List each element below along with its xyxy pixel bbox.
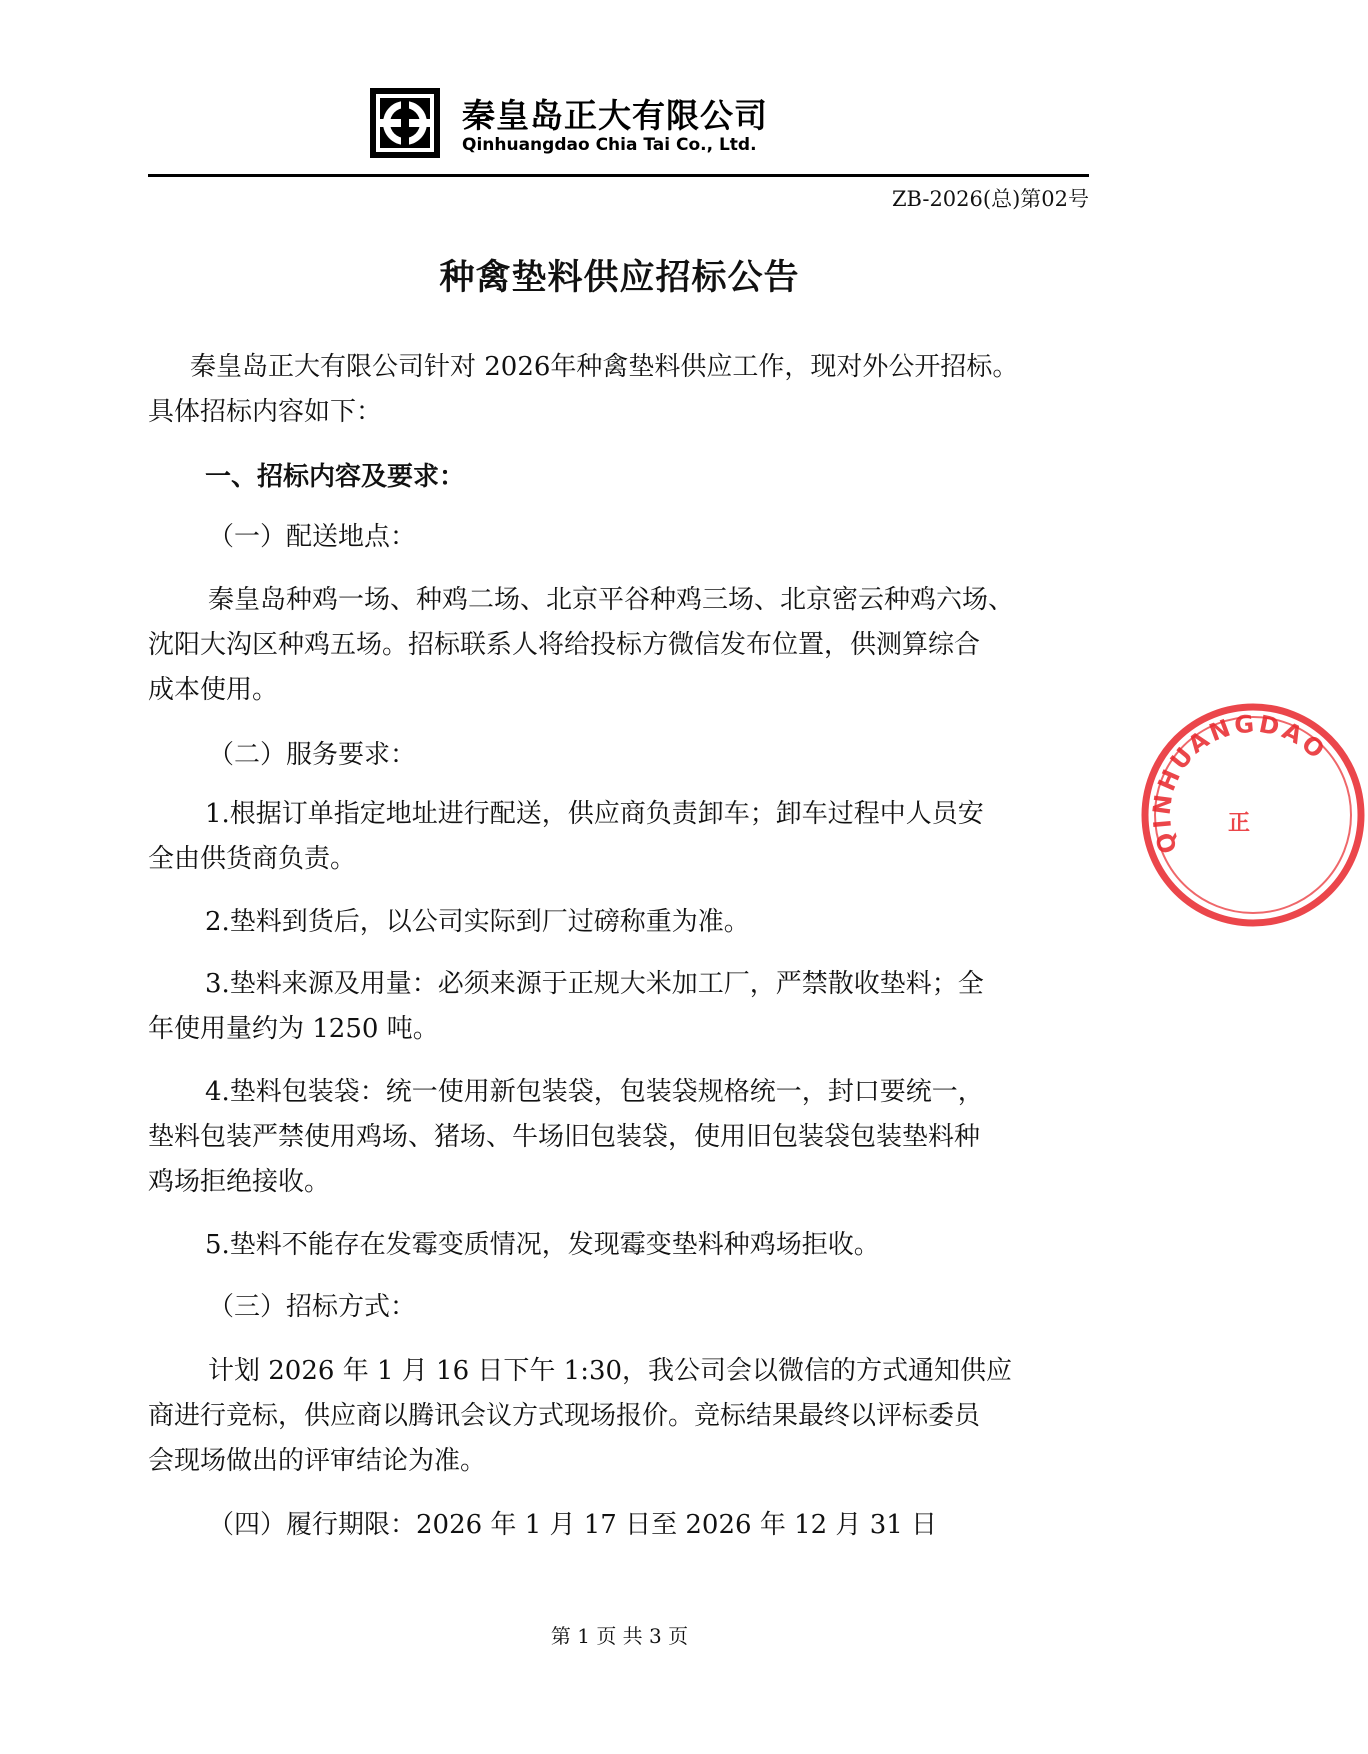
seal-text-cn: 正 [1228, 811, 1251, 836]
paragraph-line: 商进行竞标，供应商以腾讯会议方式现场报价。竞标结果最终以评标委员 [148, 1401, 981, 1431]
page-footer: 第 1 页 共 3 页 [550, 1624, 689, 1648]
subsection-heading-method: （三）招标方式： [208, 1292, 417, 1322]
service-item-3-line: 年使用量约为 1250 吨。 [148, 1014, 439, 1044]
service-item-4-line: 垫料包装严禁使用鸡场、猪场、牛场旧包装袋，使用旧包装袋包装垫料种 [148, 1122, 981, 1152]
service-item-2-line: 2.垫料到货后，以公司实际到厂过磅称重为准。 [205, 907, 750, 937]
service-item-4-line: 鸡场拒绝接收。 [148, 1167, 331, 1197]
company-name-cn: 秦皇岛正大有限公司 [462, 96, 768, 135]
document-title: 种禽垫料供应招标公告 [439, 258, 800, 298]
paragraph-line: 秦皇岛种鸡一场、种鸡二场、北京平谷种鸡三场、北京密云种鸡六场、 [208, 585, 1015, 615]
subsection-heading-delivery: （一）配送地点： [208, 522, 417, 552]
section-heading: 一、招标内容及要求： [205, 462, 466, 492]
service-item-5-line: 5.垫料不能存在发霉变质情况，发现霉变垫料种鸡场拒收。 [205, 1230, 880, 1260]
company-name-en: Qinhuangdao Chia Tai Co., Ltd. [462, 135, 757, 155]
paragraph-line: 计划 2026 年 1 月 16 日下午 1:30，我公司会以微信的方式通知供应 [208, 1356, 1013, 1386]
paragraph-line: 会现场做出的评审结论为准。 [148, 1446, 487, 1476]
seal-text-en: QINHUANGDAO [1147, 709, 1333, 857]
intro-line-1: 秦皇岛正大有限公司针对 2026年种禽垫料供应工作，现对外公开招标。 [190, 352, 1019, 382]
subsection-heading-service: （二）服务要求： [208, 740, 417, 770]
paragraph-line: 沈阳大沟区种鸡五场。招标联系人将给投标方微信发布位置，供测算综合 [148, 630, 981, 660]
service-item-1-line: 全由供货商负责。 [148, 844, 357, 874]
company-logo-icon [370, 88, 440, 158]
header-divider [148, 174, 1089, 177]
service-item-1-line: 1.根据订单指定地址进行配送，供应商负责卸车；卸车过程中人员安 [205, 799, 984, 829]
letterhead [370, 88, 790, 163]
service-item-4-line: 4.垫料包装袋：统一使用新包装袋，包装袋规格统一，封口要统一， [205, 1077, 984, 1107]
document-number: ZB-2026(总)第02号 [891, 187, 1089, 211]
paragraph-line: 成本使用。 [148, 675, 279, 705]
service-item-3-line: 3.垫料来源及用量：必须来源于正规大米加工厂，严禁散收垫料；全 [205, 969, 984, 999]
subsection-performance-period: （四）履行期限：2026 年 1 月 17 日至 2026 年 12 月 31 日 [208, 1510, 938, 1540]
seal-icon [1138, 700, 1368, 930]
company-seal [1138, 700, 1333, 930]
intro-line-2: 具体招标内容如下： [148, 397, 383, 427]
